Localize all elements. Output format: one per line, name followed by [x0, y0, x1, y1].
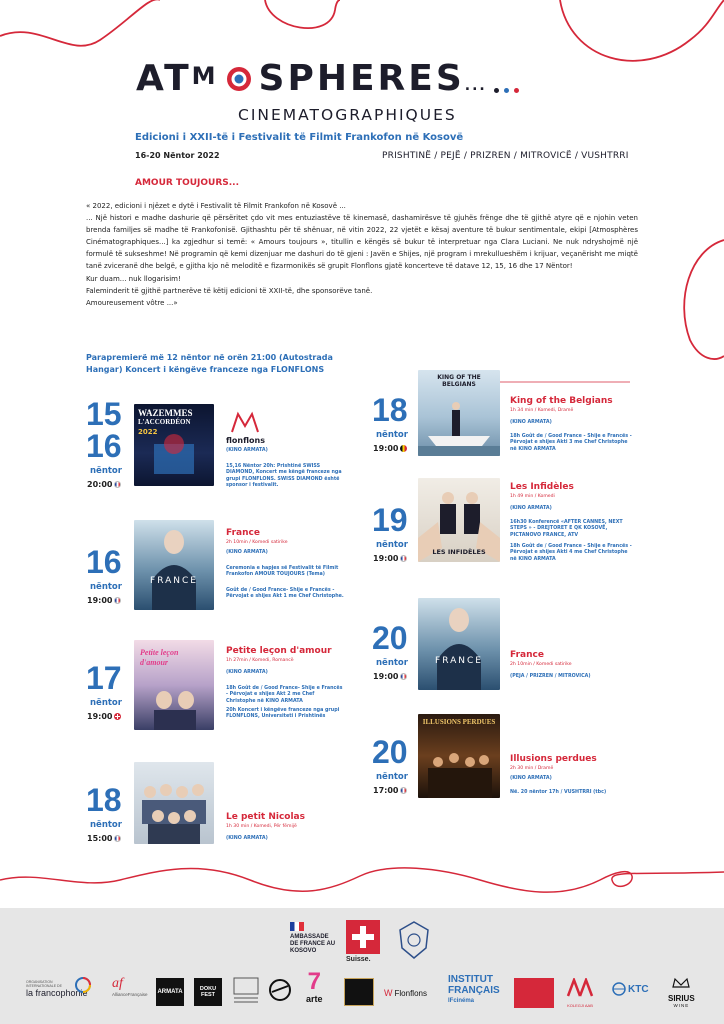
sirius-sub: WINE — [673, 1003, 690, 1008]
festival-dates: 16-20 Nëntor 2022 — [135, 151, 220, 160]
armata-label: ARMATA — [157, 989, 183, 995]
intro-paragraph: Faleminderit të gjithë partnerëve të këtij edicioni të XXII-të, dhe sponsorëve tanë. — [86, 286, 373, 295]
event-time: 17:00 — [373, 786, 407, 795]
ktc-globe-icon — [612, 982, 626, 996]
poster-les-infideles — [418, 478, 500, 562]
swiss-flag-icon — [114, 713, 121, 720]
event-venue: (KINO ARMATA) — [226, 448, 268, 453]
ktc-label: KTC — [628, 983, 649, 995]
poster-wazemmes — [134, 404, 214, 486]
festival-subtitle: CINEMATOGRAPHIQUES — [238, 106, 457, 124]
event-venue: (KINO ARMATA) — [226, 836, 268, 841]
event-day: 16 — [86, 544, 122, 580]
event-day: 19 — [372, 502, 408, 538]
crowd-illustration — [418, 714, 500, 798]
event-venue: (PEJA / PRIZREN / MITROVICA) — [510, 674, 591, 679]
alliance-mark-icon: af — [112, 976, 123, 991]
francophonie-logo — [26, 980, 88, 998]
sirius-label: SIRIUS — [668, 994, 695, 1003]
aab-logo — [566, 978, 594, 1008]
event-time: 19:00 — [87, 596, 121, 605]
poster-france-2 — [418, 598, 500, 690]
event-day: 16 — [86, 428, 122, 464]
event-venue: (KINO ARMATA) — [510, 420, 552, 425]
institut-line: INSTITUT — [448, 974, 493, 985]
poster-title: KING OF THE BELGIANS — [437, 374, 481, 388]
suisse-label: Suisse. — [346, 956, 371, 963]
avant-premiere: Parapremierë më 12 nëntor në orën 21:00 (Autostrada Hangar) Koncert i këngëve franceze nga FLONFLONS — [86, 353, 333, 374]
poster-france — [134, 520, 214, 610]
france-flag-icon — [400, 673, 407, 680]
dokufest-logo — [194, 978, 222, 1006]
event-time: 19:00 — [373, 444, 407, 453]
poster-king-belgians — [418, 370, 500, 456]
actress-illustration — [418, 598, 500, 690]
france-flag-icon — [400, 555, 407, 562]
event-month: nëntor — [376, 540, 408, 550]
section-title: AMOUR TOUJOURS... — [135, 178, 240, 188]
france-flag-icon — [114, 835, 121, 842]
intro-text — [86, 200, 638, 309]
event-title: King of the Belgians — [510, 396, 613, 406]
eye-logo-icon — [268, 978, 292, 1007]
french-flag-icon — [290, 922, 304, 931]
france-flag-icon — [114, 597, 121, 604]
logo-circle-icon — [221, 62, 257, 92]
event-description: Goût de / Good France- Shije e Francës - Përvojat e shijes Akt 1 me Chef Christophe. — [226, 588, 344, 600]
event-day: 18 — [372, 392, 408, 428]
poster-line: WAZEMMES — [138, 408, 193, 418]
event-info: 2h 10min / Komedi satirike — [226, 540, 288, 545]
event-day: 20 — [372, 734, 408, 770]
poster-title: ILLUSIONS PERDUES — [422, 718, 496, 726]
event-venue: (KINO ARMATA) — [226, 550, 268, 555]
sponsors-footer — [0, 908, 724, 1024]
event-time: 19:00 — [87, 712, 121, 721]
event-info: 1h 27min / Komedi, Romancë — [226, 658, 294, 663]
intro-paragraph: Amoureusement vôtre ...» — [86, 298, 178, 307]
event-month: nëntor — [90, 582, 122, 592]
ambassade-logo — [290, 922, 338, 955]
event-info: 2h 10min / Komedi satirike — [510, 662, 572, 667]
francophonie-label: la francophonie — [26, 988, 88, 998]
poster-title: LES INFIDÈLES — [432, 548, 486, 556]
event-description: 15,16 Nëntor 20h: Prishtinë SWISS DIAMOND, Koncert me këngë franceze nga grupi FLONFLONS. SWISS DIAMOND është sponsor i festivalit. — [226, 464, 342, 488]
event-month: nëntor — [376, 430, 408, 440]
event-title: France — [510, 650, 544, 660]
event-title: Les Infidèles — [510, 482, 574, 492]
intro-paragraph: ... Një histori e madhe dashurie që përsëritet çdo vit mes entuziastëve të kinemasë, dashamirësve të gjuhës frënge dhe të gjithë atyre që e njohin veten brenda familjes së madhe të Frankofonisë. Gjithashtu për të shënuar, në vitin 2022, 22 vjetët e kësaj aventure të bukur sentimentale, ekipi [Atmosphères Cinématographiques...] ka zgjedhur si temë: « Amours toujours », titullin e këngës së bukur të interpretuar nga Clara Luciani. Ne nuk ndryshojmë një formulë të sukseshme! Në programin që kemi dizenjuar me dashuri do të gjeni : Javën e Shijes, një program i mrekullueshëm i krijuar, veçanërisht me miqtë tanë zviceranë dhe belgë, e gjitha kjo në meloditë e fizarmonikës së grupit Flonflons gjatë koncerteve të datave 12, 15, 16 dhe 17 Nëntor! — [86, 214, 638, 271]
belgium-crest-icon — [396, 920, 432, 965]
flonflons-brand: flonflons — [226, 436, 266, 445]
belgium-flag-icon — [400, 445, 407, 452]
edition-line: Edicioni i XXII-të i Festivalit të Filmit Frankofon në Kosovë — [135, 132, 464, 143]
event-info: 1h 49 min / Komedi — [510, 494, 555, 499]
armata-logo — [156, 978, 184, 1006]
poster-title: FRANCE — [435, 656, 483, 666]
francophonie-ring-icon — [74, 976, 92, 994]
flonflons-mark-icon: W — [384, 988, 393, 998]
alliance-logo — [112, 976, 148, 997]
poster-year: 2022 — [138, 428, 158, 436]
poster-illusions-perdues — [418, 714, 500, 798]
festival-cities: PRISHTINË / PEJË / PRIZREN / MITROVICË / VUSHTRRI — [382, 151, 629, 161]
event-info: 2h 30 min / Dramë — [510, 766, 554, 771]
dokufest-label: DOKU FEST — [199, 986, 217, 998]
event-day: 17 — [86, 660, 122, 696]
flonflons-footer-logo — [384, 988, 427, 998]
event-day: 15 — [86, 396, 122, 432]
event-description: 18h Goût de / Good France- Shije e Francës - Përvojat e shijes Akt 2 me Chef Christophe në KINO ARMATA — [226, 686, 343, 704]
event-info: 1h 30 min / Komedi, Për fëmijë — [226, 824, 297, 829]
partner-emblem-icon — [344, 978, 374, 1006]
event-month: nëntor — [376, 772, 408, 782]
event-title: Petite leçon d'amour — [226, 646, 332, 656]
kids-illustration — [134, 762, 214, 844]
event-description: Ceremonia e hapjes së Festivalit të Filmit Frankofon AMOUR TOUJOURS (Tema) — [226, 566, 339, 578]
event-month: nëntor — [90, 466, 122, 476]
sirius-crown-icon — [671, 977, 691, 989]
arte-label: arte — [306, 994, 323, 1004]
festival-logo: ATM SPHERES... — [136, 58, 487, 99]
poster-petit-nicolas — [134, 762, 214, 844]
alliance-label: AllianceFrançaise — [112, 992, 148, 997]
intro-paragraph: « 2022, edicioni i njëzet e dytë i Festivalit të Filmit Frankofon në Kosovë ... — [86, 202, 346, 210]
event-time: 20:00 — [87, 480, 121, 489]
red-square-logo-icon — [514, 978, 554, 1008]
flonflons-label: Flonflons — [394, 988, 427, 998]
event-description: 16h30 Konferencë «AFTER CANNES, NEXT STEPS » - DREJTORET E QK KOSOVË, PICTANOVO FRANCE, ATV — [510, 520, 623, 538]
event-day: 20 — [372, 620, 408, 656]
event-title: Illusions perdues — [510, 754, 597, 764]
suisse-logo — [346, 920, 380, 963]
event-venue: (KINO ARMATA) — [226, 670, 268, 675]
poster-line: L'ACCORDÉON — [138, 418, 191, 426]
event-time: 15:00 — [87, 834, 121, 843]
ktc-logo — [612, 982, 649, 996]
logo-dots-icon — [494, 88, 519, 93]
event-venue: (KINO ARMATA) — [510, 776, 552, 781]
arte-logo — [306, 970, 323, 1004]
ambassade-label: AMBASSADE DE FRANCE AU KOSOVO — [290, 934, 336, 954]
institut-line: IFcinéma — [448, 998, 475, 1004]
intro-paragraph: Kur duam... nuk llogarisim! — [86, 274, 181, 283]
event-description: 20h Koncert i këngëve franceze nga grupi FLONFLONS, Universiteti i Prishtinës — [226, 708, 340, 720]
france-flag-icon — [114, 481, 121, 488]
swiss-cross-icon — [346, 920, 380, 954]
event-month: nëntor — [90, 698, 122, 708]
event-month: nëntor — [90, 820, 122, 830]
event-title: France — [226, 528, 260, 538]
aab-mark-icon — [566, 978, 594, 998]
event-description: Në. 20 nëntor 17h / VUSHTRRI (tbc) — [510, 790, 607, 795]
francophonie-small: ORGANISATION INTERNATIONALE DE — [26, 980, 62, 988]
event-day: 18 — [86, 782, 122, 818]
event-time: 19:00 — [373, 554, 407, 563]
event-title: Le petit Nicolas — [226, 812, 305, 822]
france-flag-icon — [400, 787, 407, 794]
event-description: 18h Goût de / Good France - Shije e Francës - Përvojat e shijes Akti 4 me Chef Christophe në KINO ARMATA — [510, 544, 632, 562]
event-time: 19:00 — [373, 672, 407, 681]
sirius-logo — [668, 976, 695, 1008]
poster-title: FRANCE — [150, 576, 198, 586]
actress-illustration — [134, 520, 214, 610]
event-info: 1h 34 min / Komedi, Dramë — [510, 408, 574, 413]
event-month: nëntor — [376, 658, 408, 668]
arte-seven-icon: 7 — [307, 968, 321, 995]
poster-title: Petite leçon d'amour — [140, 648, 179, 667]
institut-line: FRANÇAIS — [448, 985, 500, 996]
event-venue: (KINO ARMATA) — [510, 506, 552, 511]
aab-label: KOLEGJI AAB — [567, 1003, 593, 1008]
poster-petite-lecon — [134, 640, 214, 730]
institut-francais-logo — [448, 974, 500, 1007]
film-festival-logo-icon — [232, 976, 260, 1011]
event-description: 18h Goût de / Good France - Shije e Francës - Përvojat e shijes Akti 3 me Chef Christophe në KINO ARMATA — [510, 434, 632, 452]
